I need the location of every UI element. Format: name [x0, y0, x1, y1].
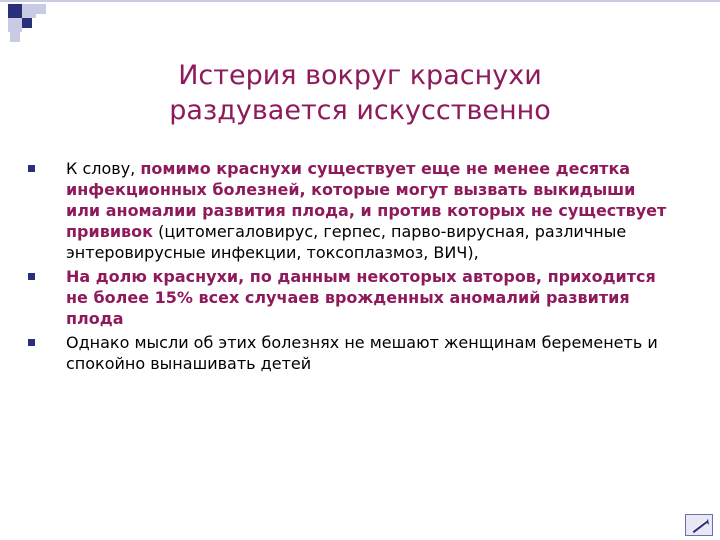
- title-line-1: Истерия вокруг краснухи: [178, 60, 542, 91]
- bullet-square-icon: [28, 273, 35, 280]
- bullet-item: [28, 332, 668, 374]
- arrow-return-icon: [686, 515, 714, 537]
- bullet-item: [28, 266, 668, 329]
- bullet-square-icon: [28, 339, 35, 346]
- deco-square-light: [10, 32, 20, 42]
- next-slide-button[interactable]: [685, 514, 713, 536]
- bullet-item: [28, 158, 668, 263]
- slide-content: [28, 158, 668, 377]
- bullet-text-plain: К слову,: [66, 159, 141, 178]
- bullet-text-plain: Однако мысли об этих болезнях не мешают женщинам беременеть и спокойно вынашивать детей: [66, 333, 658, 373]
- bullet-text-accent: На долю краснухи, по данным некоторых авторов, приходится не более 15% всех случаев врожденных аномалий развития плода: [66, 267, 656, 328]
- deco-square-dark: [8, 4, 22, 18]
- title-line-2: раздувается искусственно: [169, 95, 551, 126]
- deco-square-light: [36, 4, 46, 14]
- deco-square-light: [22, 4, 36, 18]
- deco-square-dark: [22, 18, 32, 28]
- top-decor-line: [0, 0, 720, 2]
- bullet-text-plain: (цитомегаловирус, герпес, парво-вирусная, различные энтеровирусные инфекции, токсоплазмоз, ВИЧ),: [66, 222, 627, 262]
- slide-title: [120, 58, 600, 128]
- bullet-text-accent: помимо краснухи существует еще не менее десятка инфекционных болезней, которые могут вызвать выкидыши или аномалии развития плода, и против которых не существует прививок: [66, 159, 667, 241]
- bullet-square-icon: [28, 165, 35, 172]
- deco-square-light: [8, 18, 22, 32]
